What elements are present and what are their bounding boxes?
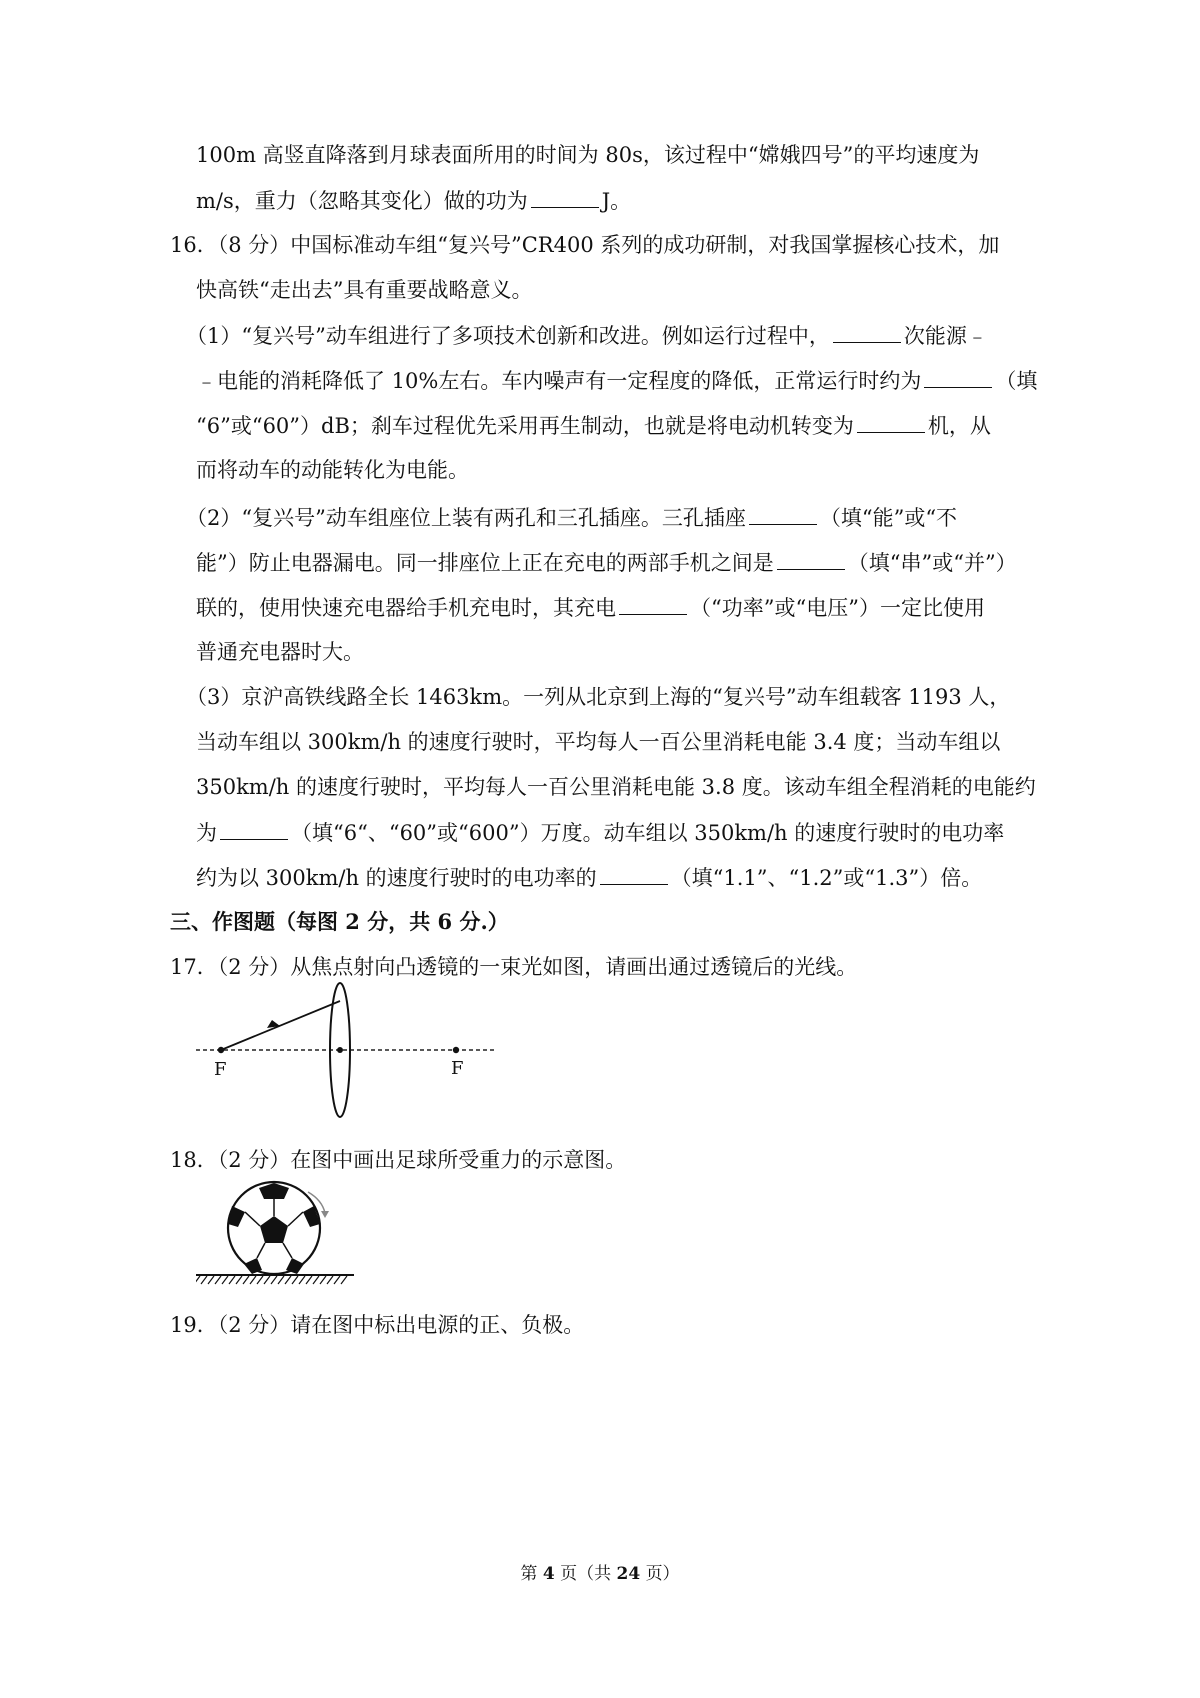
section-3-title xyxy=(0,907,1200,937)
answer-blank[interactable] xyxy=(600,862,668,885)
text-line xyxy=(0,772,1200,802)
hatch-line xyxy=(285,1276,291,1284)
text: 快高铁“走出去”具有重要战略意义。 xyxy=(196,278,533,302)
hatch-line xyxy=(201,1276,207,1284)
question-17-text: 17．（2 分）从焦点射向凸透镜的一束光如图，请画出通过透镜后的光线。 xyxy=(170,955,858,979)
answer-blank[interactable] xyxy=(833,320,901,343)
text: 为 xyxy=(196,821,217,845)
answer-blank[interactable] xyxy=(924,365,992,388)
rotation-arrow-icon xyxy=(321,1211,329,1218)
text: 约为以 300km/h 的速度行驶时的电功率的 xyxy=(196,866,597,890)
text-line xyxy=(0,185,1200,216)
hatch-line xyxy=(222,1276,228,1284)
text-line xyxy=(0,502,1200,533)
question-18-text: 18．（2 分）在图中画出足球所受重力的示意图。 xyxy=(170,1148,627,1172)
text-line xyxy=(0,637,1200,667)
text-line xyxy=(0,592,1200,623)
text: （填“串”或“并”） xyxy=(847,551,1017,575)
text: 普通充电器时大。 xyxy=(196,640,364,664)
text: ﹣电能的消耗降低了 10%左右。车内噪声有一定程度的降低，正常运行时约为 xyxy=(196,369,922,393)
page-footer xyxy=(0,1562,1200,1586)
hatch-line xyxy=(278,1276,284,1284)
hatch-line xyxy=(341,1276,347,1284)
focus-label-left: F xyxy=(214,1059,227,1080)
text-line xyxy=(0,140,1200,170)
text: “6”或“60”）dB；刹车过程优先采用再生制动，也就是将电动机转变为 xyxy=(196,414,854,438)
question-16-line xyxy=(0,230,1200,260)
footer-prefix: 第 xyxy=(520,1564,538,1584)
footer-total-pages: 24 xyxy=(616,1564,641,1584)
text-line xyxy=(0,320,1200,351)
text: 100m 高竖直降落到月球表面所用的时间为 80s，该过程中“嫦娥四号”的平均速度为 xyxy=(196,143,980,167)
text: 当动车组以 300km/h 的速度行驶时，平均每人一百公里消耗电能 3.4 度；当动车组以 xyxy=(196,730,1001,754)
hatch-line xyxy=(292,1276,298,1284)
hatch-line xyxy=(299,1276,305,1284)
text: 次能源﹣ xyxy=(903,324,988,348)
hatch-line xyxy=(327,1276,333,1284)
text: 能”）防止电器漏电。同一排座位上正在充电的两部手机之间是 xyxy=(196,551,774,575)
section-title-text: 三、作图题（每图 2 分，共 6 分.） xyxy=(170,909,509,934)
text: 而将动车的动能转化为电能。 xyxy=(196,458,469,482)
hatch-line xyxy=(215,1276,221,1284)
text-line xyxy=(0,455,1200,485)
hatch-line xyxy=(229,1276,235,1284)
hatch-line xyxy=(264,1276,270,1284)
question-19-line xyxy=(0,1310,1200,1340)
question-18-line xyxy=(0,1145,1200,1175)
answer-blank[interactable] xyxy=(777,547,845,570)
text: J。 xyxy=(601,189,632,213)
text: 350km/h 的速度行驶时，平均每人一百公里消耗电能 3.8 度。该动车组全程消耗的电能约 xyxy=(196,775,1036,799)
hatch-line xyxy=(334,1276,340,1284)
text-line xyxy=(0,682,1200,712)
hatch-line xyxy=(250,1276,256,1284)
answer-blank[interactable] xyxy=(220,817,288,840)
focus-point-left xyxy=(218,1047,224,1053)
text: （3）京沪高铁线路全长 1463km。一列从北京到上海的“复兴号”动车组载客 1193 人， xyxy=(186,685,1011,709)
hatch-line xyxy=(271,1276,277,1284)
hatch-line xyxy=(313,1276,319,1284)
question-16-text: 16．（8 分）中国标准动车组“复兴号”CR400 系列的成功研制，对我国掌握核心技术，加 xyxy=(170,233,1000,257)
text: （“功率”或“电压”）一定比使用 xyxy=(690,596,985,620)
answer-blank[interactable] xyxy=(749,502,817,525)
text-line xyxy=(0,365,1200,396)
text-line xyxy=(0,817,1200,848)
focus-label-right: F xyxy=(451,1058,464,1079)
text: （填 xyxy=(995,369,1038,393)
text-line xyxy=(0,410,1200,441)
hatch-line xyxy=(306,1276,312,1284)
answer-blank[interactable] xyxy=(619,592,687,615)
convex-lens-figure xyxy=(196,975,556,1125)
text: （填“能”或“不 xyxy=(819,506,958,530)
answer-blank[interactable] xyxy=(857,410,925,433)
hatch-line xyxy=(196,1276,200,1284)
hatch-line xyxy=(208,1276,214,1284)
question-19-text: 19．（2 分）请在图中标出电源的正、负极。 xyxy=(170,1313,585,1337)
incident-ray xyxy=(221,1001,340,1050)
text: 联的，使用快速充电器给手机充电时，其充电 xyxy=(196,596,616,620)
text: （填“6“、“60”或“600”）万度。动车组以 350km/h 的速度行驶时的电功率 xyxy=(291,821,1005,845)
text: m/s，重力（忽略其变化）做的功为 xyxy=(196,189,528,213)
text: （填“1.1”、“1.2”或“1.3”）倍。 xyxy=(670,866,983,890)
hatch-line xyxy=(243,1276,249,1284)
hatch-line xyxy=(236,1276,242,1284)
answer-blank[interactable] xyxy=(531,185,599,208)
text: （2）“复兴号”动车组座位上装有两孔和三孔插座。三孔插座 xyxy=(186,506,746,530)
text: 机，从 xyxy=(927,414,991,438)
text-line xyxy=(0,727,1200,757)
text-line xyxy=(0,275,1200,305)
question-17-line xyxy=(0,952,1200,982)
text-line xyxy=(0,862,1200,893)
footer-suffix: 页） xyxy=(645,1564,680,1584)
soccer-ball-figure xyxy=(196,1180,366,1292)
footer-page-number: 4 xyxy=(542,1564,555,1584)
ground-hatching xyxy=(196,1276,347,1284)
hatch-line xyxy=(257,1276,263,1284)
footer-middle: 页（共 xyxy=(560,1564,612,1584)
optical-center-point xyxy=(337,1047,343,1053)
text: （1）“复兴号”动车组进行了多项技术创新和改进。例如运行过程中， xyxy=(186,324,830,348)
focus-point-right xyxy=(453,1047,459,1053)
hatch-line xyxy=(320,1276,326,1284)
text-line xyxy=(0,547,1200,578)
